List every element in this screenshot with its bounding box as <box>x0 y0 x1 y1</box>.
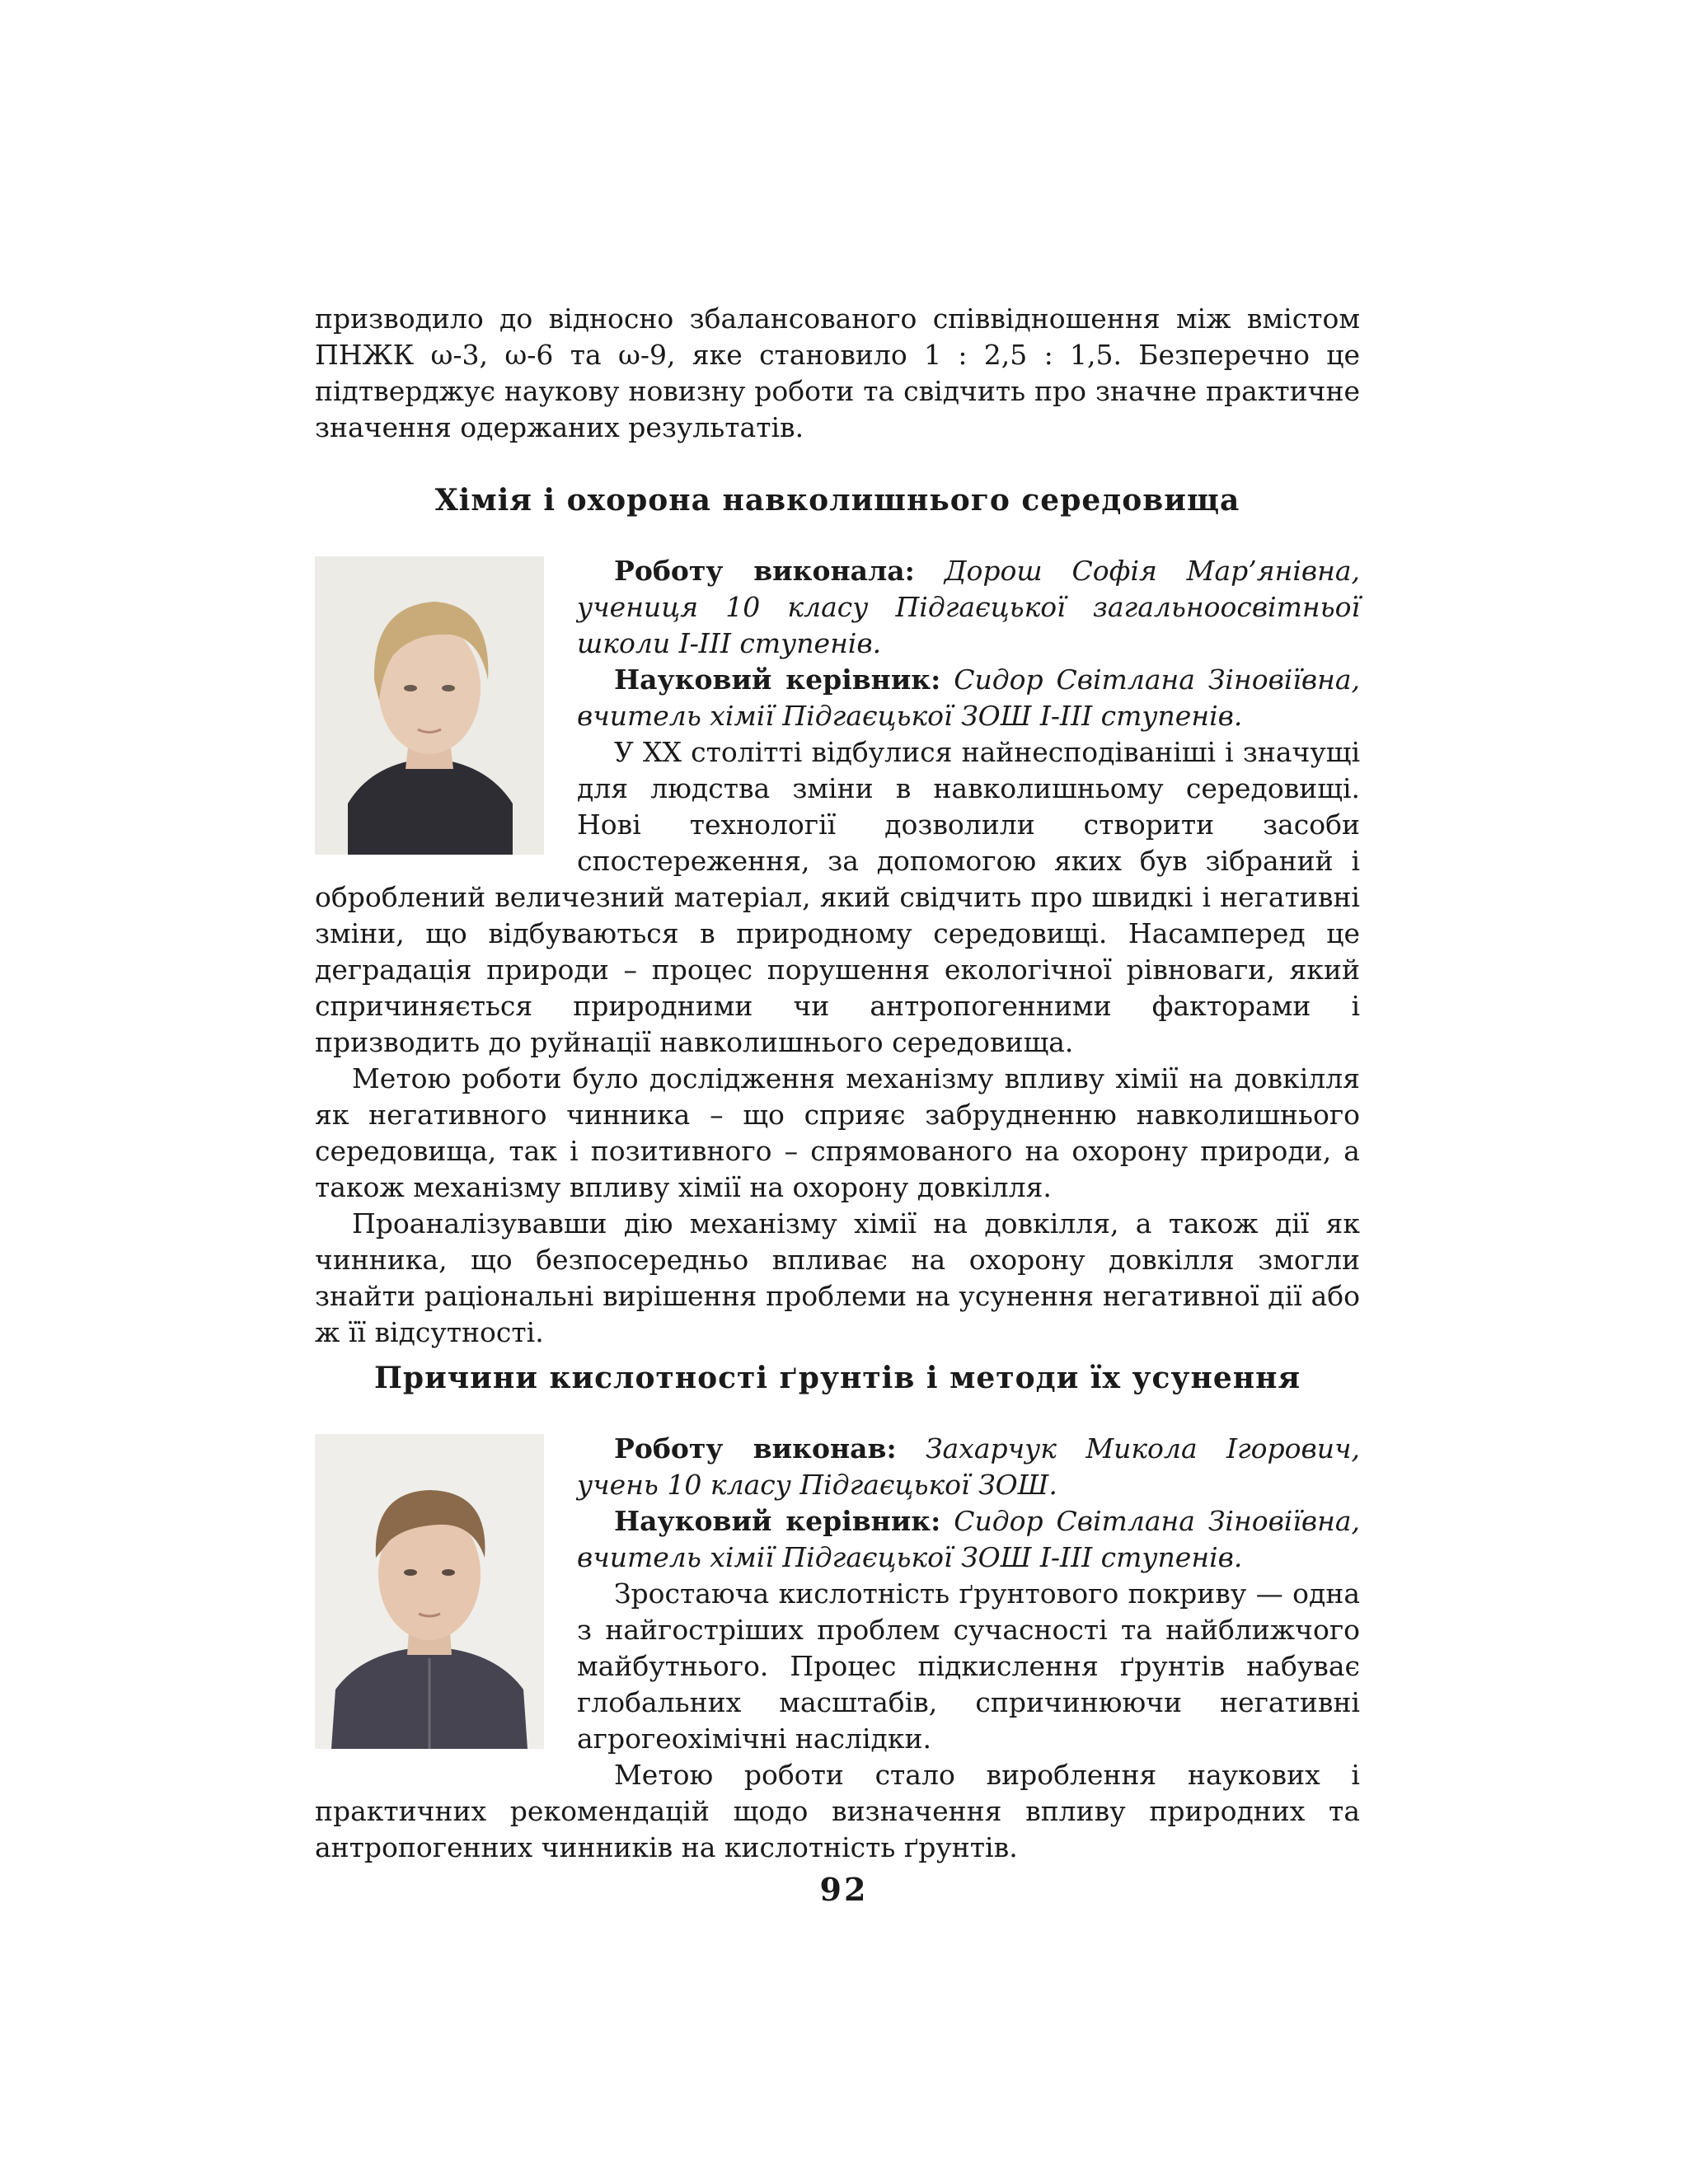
author-text: Дорош Софія Мар’янівна, учениця 10 класу Підгаєцької загальноосвітньої школи І-ІІІ ступенів. <box>577 555 1361 659</box>
section-title: Хімія і охорона навколишнього середовища <box>434 483 1240 518</box>
page-number: 92 <box>819 1871 869 1908</box>
body-paragraph-3: Проаналізувавши дію механізму хімії на довкілля, а також дії як чинника, що безпосередньо впливає на охорону довкілля змогли знайти раціональні вирішення проблеми на усунення негативної дії або ж її відсутності. <box>315 1207 1360 1348</box>
student-photo-boy <box>315 1434 544 1749</box>
supervisor-text: Сидор Світлана Зіновіївна, вчитель хімії Підгаєцької ЗОШ І-ІІІ ступенів. <box>577 1505 1360 1573</box>
author-label: Роботу виконала: <box>614 555 915 587</box>
body-paragraph-1: У ХХ столітті відбулися найнесподіваніші і значущі для людства зміни в навколишньому середовищі. Нові технології дозволили створити засоби спостереження, за допомогою яких був зібраний і оброблений величезний матеріал, який свідчить про швидкі і негативні зміни, що відбуваються в природному середовищі. Насамперед це деградація природи – процес порушення екологічної рівноваги, який спричиняється природними чи антропогенними факторами і призводить до руйнації навколишнього середовища. <box>315 736 1360 1058</box>
section-title: Причини кислотності ґрунтів і методи їх усунення <box>373 1361 1301 1395</box>
body-paragraph-2: Метою роботи стало вироблення наукових і практичних рекомендацій щодо визначення впливу природних та антропогенних чинників на кислотність ґрунтів. <box>315 1759 1360 1863</box>
student-photo-girl <box>315 556 544 855</box>
author-label: Роботу виконав: <box>614 1432 897 1465</box>
section-chemistry-environment <box>315 482 1360 1351</box>
supervisor-label: Науковий керівник: <box>614 663 941 696</box>
author-text: Захарчук Микола Ігорович, учень 10 класу Підгаєцької ЗОШ. <box>577 1432 1360 1501</box>
intro-paragraph: призводило до відносно збалансованого співвідношення між вмістом ПНЖК ω-3, ω-6 та ω-9, яке становило 1 : 2,5 : 1,5. Безперечно це підтверджує наукову новизну роботи та свідчить про значне практичне значення одержаних результатів. <box>315 302 1360 443</box>
section-soil-acidity <box>315 1360 1360 1866</box>
body-paragraph-2: Метою роботи було дослідження механізму впливу хімії на довкілля як негативного чинника – що сприяє забрудненню навколишнього середовища, так і позитивного – спрямованого на охорону природи, а також механізму впливу хімії на охорону довкілля. <box>315 1062 1360 1203</box>
supervisor-label: Науковий керівник: <box>614 1505 941 1537</box>
body-paragraph-1: Зростаюча кислотність ґрунтового покриву — одна з найгостріших проблем сучасності та найближчого майбутнього. Процес підкислення ґрунтів набуває глобальних масштабів, спричинюючи негативні агрогеохімічні наслідки. <box>577 1577 1360 1755</box>
intro-block <box>315 301 1360 446</box>
supervisor-text: Сидор Світлана Зіновіївна, вчитель хімії Підгаєцької ЗОШ І-ІІІ ступенів. <box>577 663 1360 732</box>
